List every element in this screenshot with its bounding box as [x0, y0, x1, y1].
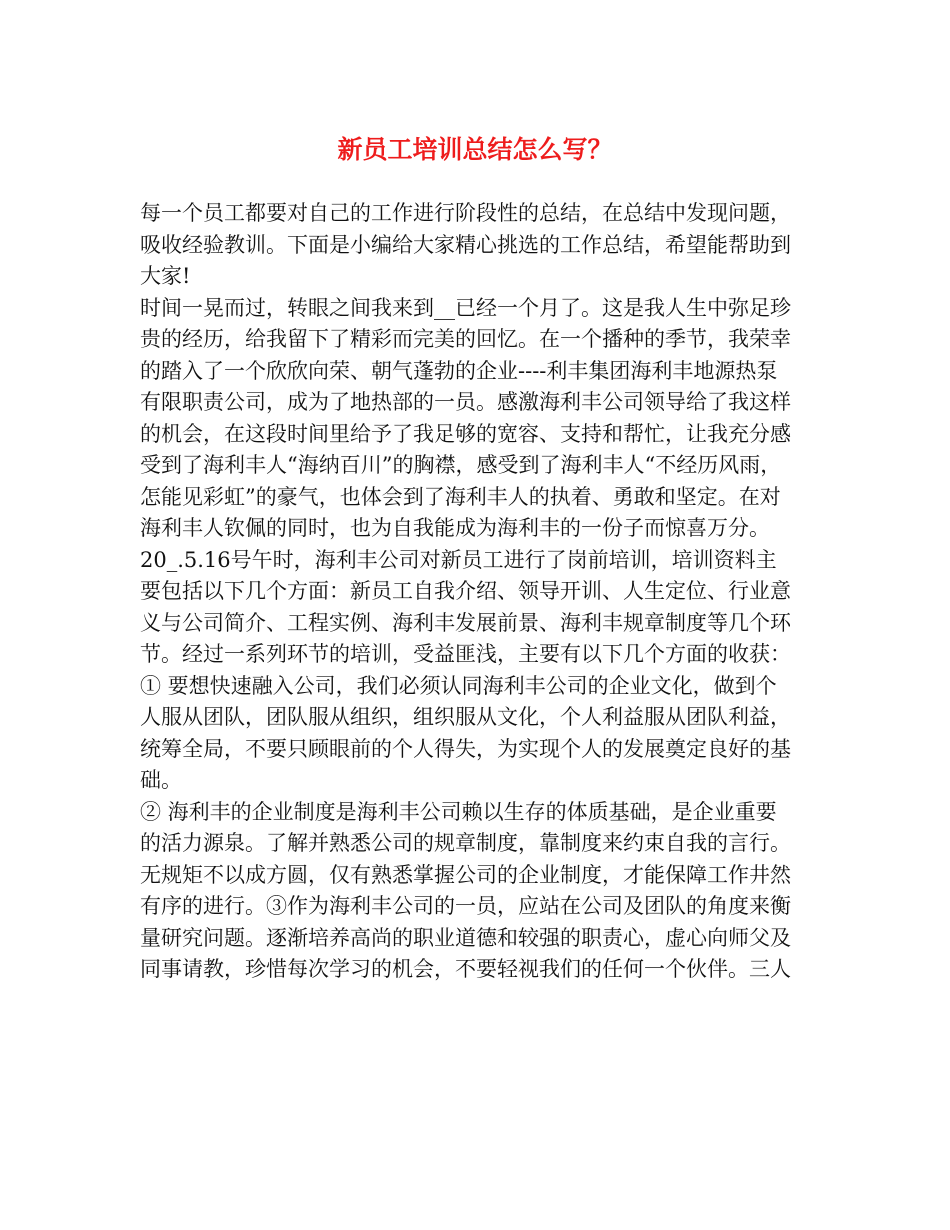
text-line: 人服从团队，团队服从组织，组织服从文化，个人利益服从团队利益， [140, 705, 791, 729]
text-line: 的活力源泉。了解并熟悉公司的规章制度，靠制度来约束自我的言行。 [140, 831, 791, 855]
text-line: 节。经过一系列环节的培训，受益匪浅，主要有以下几个方面的收获： [140, 642, 791, 666]
text-line: 础。 [140, 768, 182, 792]
text-line: 量研究问题。逐渐培养高尚的职业道德和较强的职责心，虚心向师父及 [140, 925, 791, 950]
text-line: 大家! [140, 264, 191, 288]
document-body [140, 198, 830, 986]
text-line: 有序的进行。③作为海利丰公司的一员，应站在公司及团队的角度来衡 [140, 894, 791, 918]
text-line: 吸收经验教训。下面是小编给大家精心挑选的工作总结，希望能帮助到 [140, 232, 791, 257]
text-line: 同事请教，珍惜每次学习的机会，不要轻视我们的任何一个伙伴。三人 [140, 957, 791, 981]
text-line: 的踏入了一个欣欣向荣、朝气蓬勃的企业----利丰集团海利丰地源热泵 [140, 358, 778, 383]
text-line: 贵的经历，给我留下了精彩而完美的回忆。在一个播种的季节，我荣幸 [140, 327, 791, 351]
text-line: 的机会，在这段时间里给予了我足够的宽容、支持和帮忙，让我充分感 [140, 421, 791, 446]
document-title: 新员工培训总结怎么写？ [337, 135, 613, 164]
text-line: 怎能见彩虹”的豪气，也体会到了海利丰人的执着、勇敢和坚定。在对 [140, 484, 781, 509]
text-line: 时间一晃而过，转眼之间我来到__已经一个月了。这是我人生中弥足珍 [140, 295, 791, 320]
text-line: 无规矩不以成方圆，仅有熟悉掌握公司的企业制度，才能保障工作井然 [140, 862, 791, 887]
text-line: 要包括以下几个方面：新员工自我介绍、领导开训、人生定位、行业意 [140, 579, 791, 603]
text-line: 受到了海利丰人“海纳百川”的胸襟，感受到了海利丰人“不经历风雨， [140, 453, 782, 477]
text-line: 海利丰人钦佩的同时，也为自我能成为海利丰的一份子而惊喜万分。 [140, 516, 770, 540]
text-line: 每一个员工都要对自己的工作进行阶段性的总结，在总结中发现问题， [140, 201, 791, 225]
text-line: 有限职责公司，成为了地热部的一员。感激海利丰公司领导给了我这样 [140, 390, 791, 414]
text-line: ② 海利丰的企业制度是海利丰公司赖以生存的体质基础，是企业重要 [140, 799, 777, 824]
text-line: 20_.5.16号午时，海利丰公司对新员工进行了岗前培训，培训资料主 [140, 547, 777, 572]
text-line: ① 要想快速融入公司，我们必须认同海利丰公司的企业文化，做到个 [140, 673, 777, 698]
text-line: 义与公司简介、工程实例、海利丰发展前景、海利丰规章制度等几个环 [140, 610, 791, 635]
text-line: 统筹全局，不要只顾眼前的个人得失，为实现个人的发展奠定良好的基 [140, 736, 791, 761]
